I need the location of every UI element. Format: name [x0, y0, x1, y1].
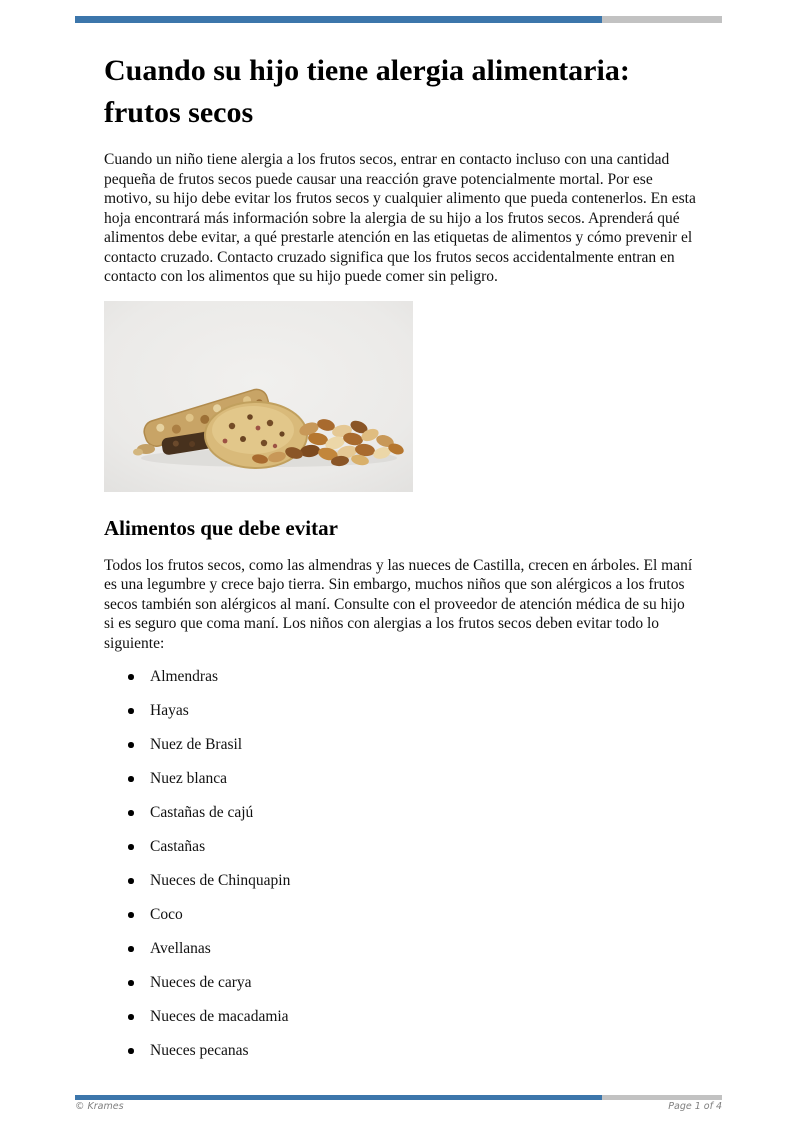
list-item [128, 769, 696, 789]
list-item [128, 735, 696, 755]
list-item [128, 803, 696, 823]
list-item-label: Nueces de Chinquapin [150, 872, 291, 890]
bullet-icon [128, 810, 134, 816]
footer-copyright: © Krames [75, 1101, 124, 1112]
section-heading-avoid: Alimentos que debe evitar [104, 515, 338, 540]
bullet-icon [128, 980, 134, 986]
avoid-list [128, 667, 696, 1061]
intro-paragraph: Cuando un niño tiene alergia a los frutos secos, entrar en contacto incluso con una cantidad pequeña de frutos secos puede causar una reacción grave potencialmente mortal. Por ese motivo, su hijo debe evitar los frutos secos y cualquier alimento que pueda contenerlos. En esta hoja encontrará más información sobre la alergia de su hijo a los frutos secos. Aprenderá qué alimentos debe evitar, a qué prestarle atención en las etiquetas de alimentos y cómo prevenir el contacto cruzado. Contacto cruzado significa que los frutos secos accidentalmente entran en contacto con los alimentos que su hijo puede comer sin peligro. [104, 151, 696, 285]
bullet-icon [128, 1048, 134, 1054]
list-item [128, 871, 696, 891]
bullet-icon [128, 878, 134, 884]
section-paragraph: Todos los frutos secos, como las almendras y las nueces de Castilla, crecen en árboles. El maní es una legumbre y crece bajo tierra. Sin embargo, muchos niños que son alérgicos a los frutos secos también son alérgicos al maní. Consulte con el proveedor de atención médica de su hijo si es seguro que coma maní. Los niños con alergias a los frutos secos deben evitar todo lo siguiente: [104, 556, 693, 652]
footer-accent-bar-blue-segment [75, 1095, 602, 1100]
bullet-icon [128, 674, 134, 680]
list-item [128, 939, 696, 959]
document-content [104, 23, 696, 1061]
list-item-label: Coco [150, 906, 183, 924]
top-accent-bar-blue-segment [75, 16, 602, 23]
list-item-label: Nuez de Brasil [150, 736, 243, 754]
bullet-icon [128, 708, 134, 714]
bullet-icon [128, 1014, 134, 1020]
top-accent-bar [75, 16, 722, 23]
list-item-label: Nuez blanca [150, 770, 228, 788]
bullet-icon [128, 844, 134, 850]
bullet-icon [128, 946, 134, 952]
page-title: Cuando su hijo tiene alergia alimentaria: frutos secos [104, 54, 630, 129]
list-item-label: Avellanas [150, 940, 211, 958]
list-item [128, 837, 696, 857]
footer [75, 1101, 722, 1112]
list-item-label: Hayas [150, 702, 189, 720]
bullet-icon [128, 912, 134, 918]
list-item-label: Nueces de carya [150, 974, 252, 992]
footer-page-number: Page 1 of 4 [668, 1101, 722, 1112]
list-item [128, 1007, 696, 1027]
nuts-and-cookies-illustration [104, 301, 413, 492]
list-item [128, 667, 696, 687]
list-item-label: Nueces de macadamia [150, 1008, 289, 1026]
list-item-label: Castañas [150, 838, 206, 856]
list-item-label: Almendras [150, 668, 219, 686]
list-item [128, 701, 696, 721]
list-item [128, 905, 696, 925]
list-item [128, 973, 696, 993]
bullet-icon [128, 776, 134, 782]
list-item-label: Castañas de cajú [150, 804, 254, 822]
footer-accent-bar [75, 1095, 722, 1100]
nuts-and-cookies-photo [104, 301, 413, 492]
list-item-label: Nueces pecanas [150, 1042, 249, 1060]
list-item [128, 1041, 696, 1061]
bullet-icon [128, 742, 134, 748]
